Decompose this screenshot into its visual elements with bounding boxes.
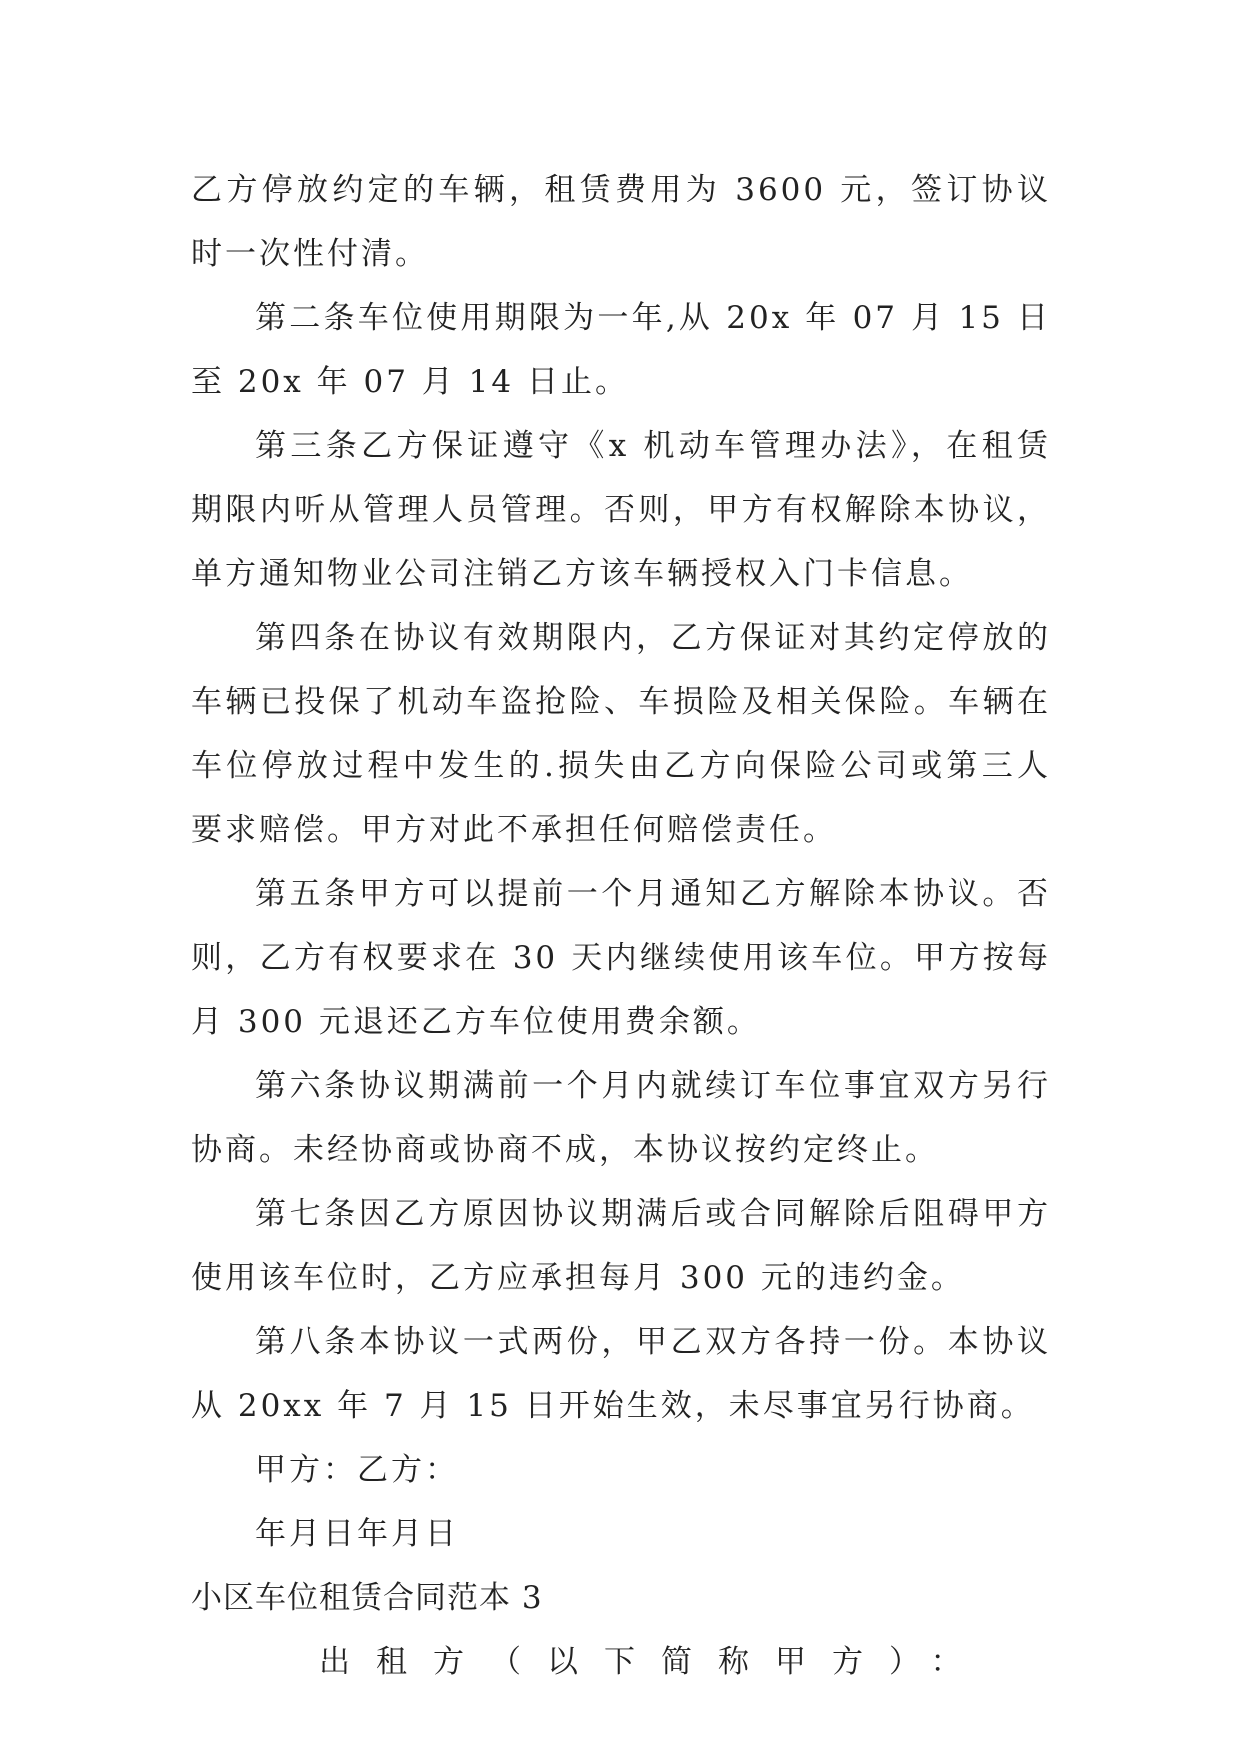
clause-7-penalty: 第七条因乙方原因协议期满后或合同解除后阻碍甲方使用该车位时，乙方应承担每月 300 元的违约金。 xyxy=(191,1196,1051,1296)
clause-3-rules: 第三条乙方保证遵守《x 机动车管理办法》，在租赁期限内听从管理人员管理。否则，甲方有权解除本协议，单方通知物业公司注销乙方该车辆授权入门卡信息。 xyxy=(191,428,1051,592)
clause-4-insurance: 第四条在协议有效期限内，乙方保证对其约定停放的车辆已投保了机动车盗抢险、车损险及相关保险。车辆在车位停放过程中发生的.损失由乙方向保险公司或第三人要求赔偿。甲方对此不承担任何赔偿责任。 xyxy=(191,620,1051,848)
clause-8-effective: 第八条本协议一式两份，甲乙双方各持一份。本协议从 20xx 年 7 月 15 日开始生效，未尽事宜另行协商。 xyxy=(191,1324,1051,1424)
document-body xyxy=(191,158,1051,1694)
signature-parties: 甲方：乙方： xyxy=(255,1452,459,1488)
lessor-line: 出租方（以下简称甲方）： xyxy=(319,1644,988,1680)
clause-payment: 乙方停放约定的车辆，租赁费用为 3600 元，签订协议时一次性付清。 xyxy=(191,172,1051,272)
clause-5-termination: 第五条甲方可以提前一个月通知乙方解除本协议。否则，乙方有权要求在 30 天内继续使用该车位。甲方按每月 300 元退还乙方车位使用费余额。 xyxy=(191,876,1051,1040)
clause-6-renewal: 第六条协议期满前一个月内就续订车位事宜双方另行协商。未经协商或协商不成，本协议按约定终止。 xyxy=(191,1068,1051,1168)
signature-dates: 年月日年月日 xyxy=(255,1516,459,1552)
section-title: 小区车位租赁合同范本 3 xyxy=(191,1580,543,1616)
clause-2-term: 第二条车位使用期限为一年,从 20x 年 07 月 15 日至 20x 年 07 月 14 日止。 xyxy=(191,300,1051,400)
